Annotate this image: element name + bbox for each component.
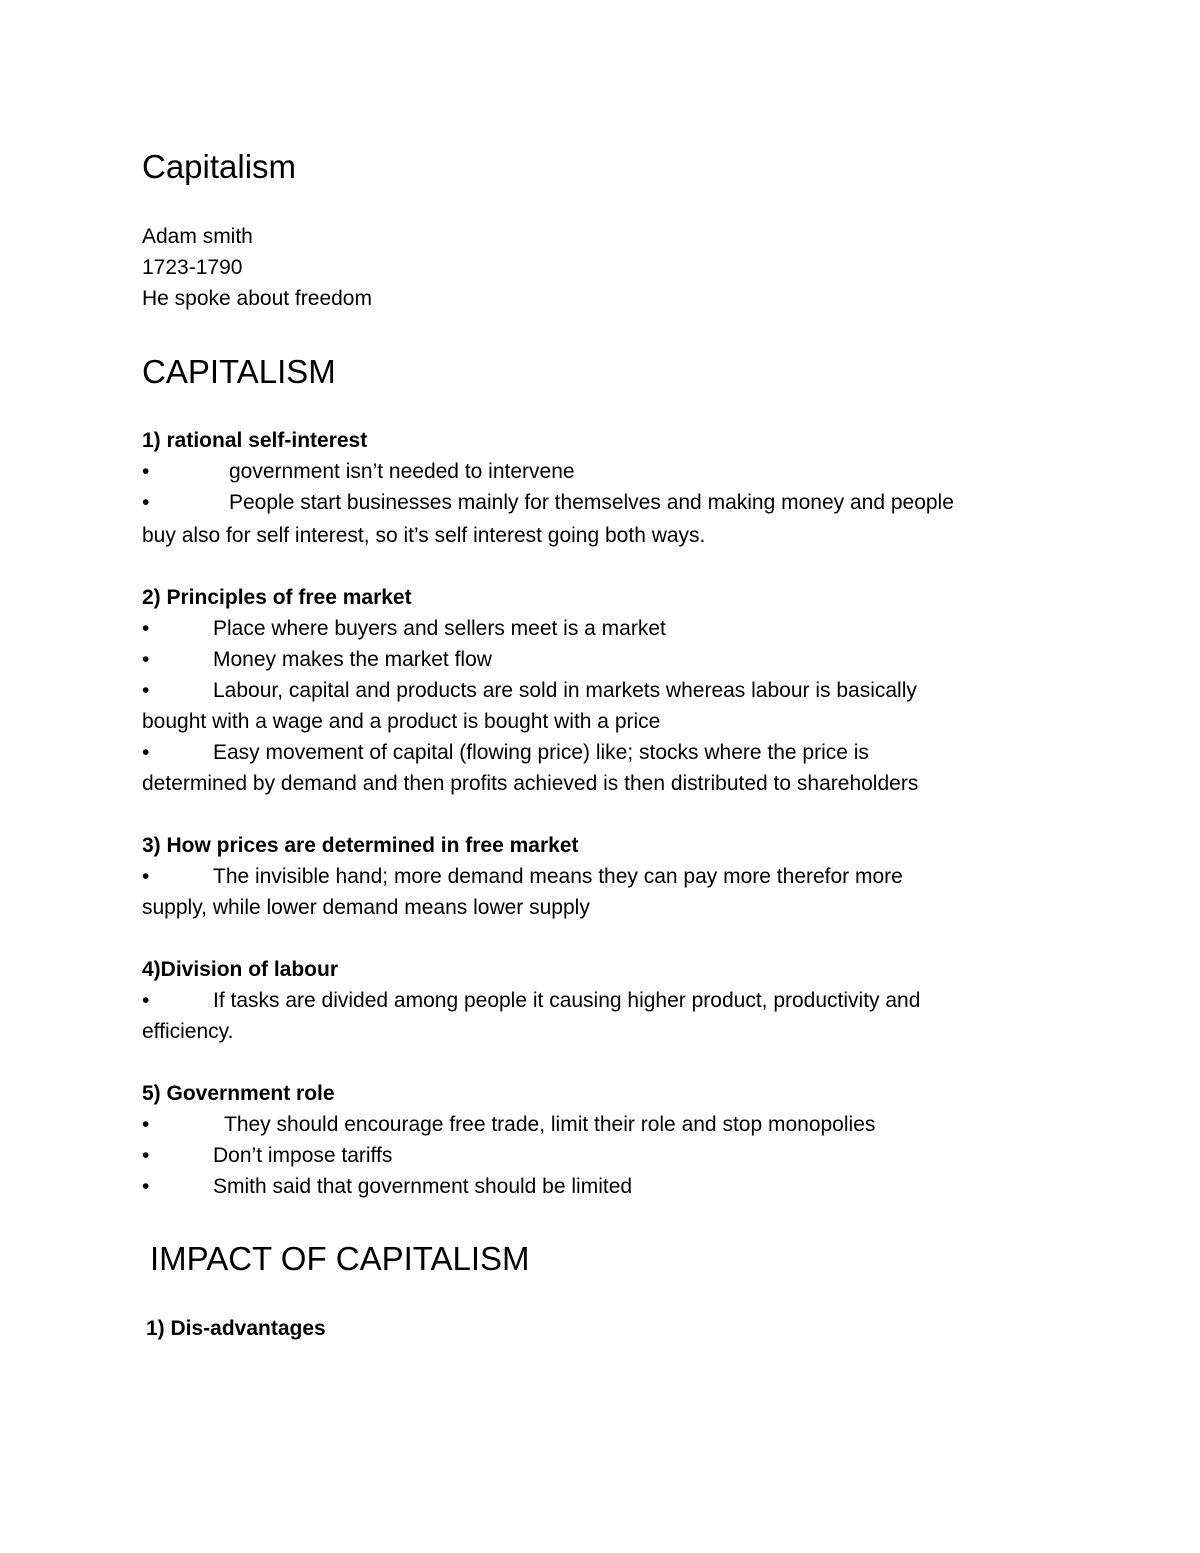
section-heading-5: 5) Government role (142, 1082, 335, 1105)
bullet-icon: • (142, 679, 150, 702)
list-item (142, 864, 903, 890)
list-item (142, 1174, 633, 1200)
list-item-text: Easy movement of capital (flowing price) like; stocks where the price is (213, 741, 869, 764)
author-years: 1723-1790 (142, 256, 243, 279)
list-item-continuation: buy also for self interest, so it’s self interest going both ways. (142, 524, 706, 547)
bullet-icon: • (142, 1144, 150, 1167)
list-item-continuation: efficiency. (142, 1020, 234, 1043)
list-item-text: Smith said that government should be limited (213, 1175, 633, 1198)
bullet-icon: • (142, 741, 150, 764)
section-heading-2: 2) Principles of free market (142, 586, 412, 609)
intro-text: He spoke about freedom (142, 287, 372, 310)
document-title: Capitalism (142, 148, 297, 185)
list-item-continuation: determined by demand and then profits achieved is then distributed to shareholders (142, 772, 919, 795)
bullet-icon: • (142, 989, 150, 1012)
section-heading-3: 3) How prices are determined in free market (142, 834, 579, 857)
list-item (142, 616, 666, 642)
list-item-text: Money makes the market flow (213, 648, 492, 671)
list-item-text: If tasks are divided among people it causing higher product, productivity and (213, 989, 921, 1012)
list-item (142, 459, 575, 485)
bullet-icon: • (142, 460, 150, 483)
list-item (142, 1112, 876, 1138)
section-heading-4: 4)Division of labour (142, 958, 339, 981)
bullet-icon: • (142, 617, 150, 640)
bullet-icon: • (142, 865, 150, 888)
bullet-icon: • (142, 1113, 150, 1136)
list-item-text: Labour, capital and products are sold in markets whereas labour is basically (213, 679, 917, 702)
list-item (142, 1143, 393, 1169)
list-item (142, 988, 921, 1014)
list-item-text: Place where buyers and sellers meet is a market (213, 617, 666, 640)
impact-subheading: 1) Dis-advantages (146, 1317, 326, 1340)
list-item (142, 647, 492, 673)
author-name: Adam smith (142, 225, 253, 248)
list-item-continuation: supply, while lower demand means lower supply (142, 896, 590, 919)
list-item-text: The invisible hand; more demand means they can pay more therefor more (213, 865, 903, 888)
bullet-icon: • (142, 1175, 150, 1198)
main-heading: CAPITALISM (142, 353, 336, 390)
list-item-text: government isn’t needed to intervene (229, 460, 575, 483)
list-item-continuation: bought with a wage and a product is bought with a price (142, 710, 661, 733)
list-item-text: Don’t impose tariffs (213, 1144, 393, 1167)
list-item (142, 678, 917, 704)
list-item (142, 740, 869, 766)
list-item (142, 490, 954, 516)
bullet-icon: • (142, 648, 150, 671)
impact-heading: IMPACT OF CAPITALISM (150, 1240, 530, 1277)
list-item-text: They should encourage free trade, limit their role and stop monopolies (224, 1113, 876, 1136)
bullet-icon: • (142, 491, 150, 514)
list-item-text: People start businesses mainly for themselves and making money and people (229, 491, 954, 514)
section-heading-1: 1) rational self-interest (142, 429, 368, 452)
